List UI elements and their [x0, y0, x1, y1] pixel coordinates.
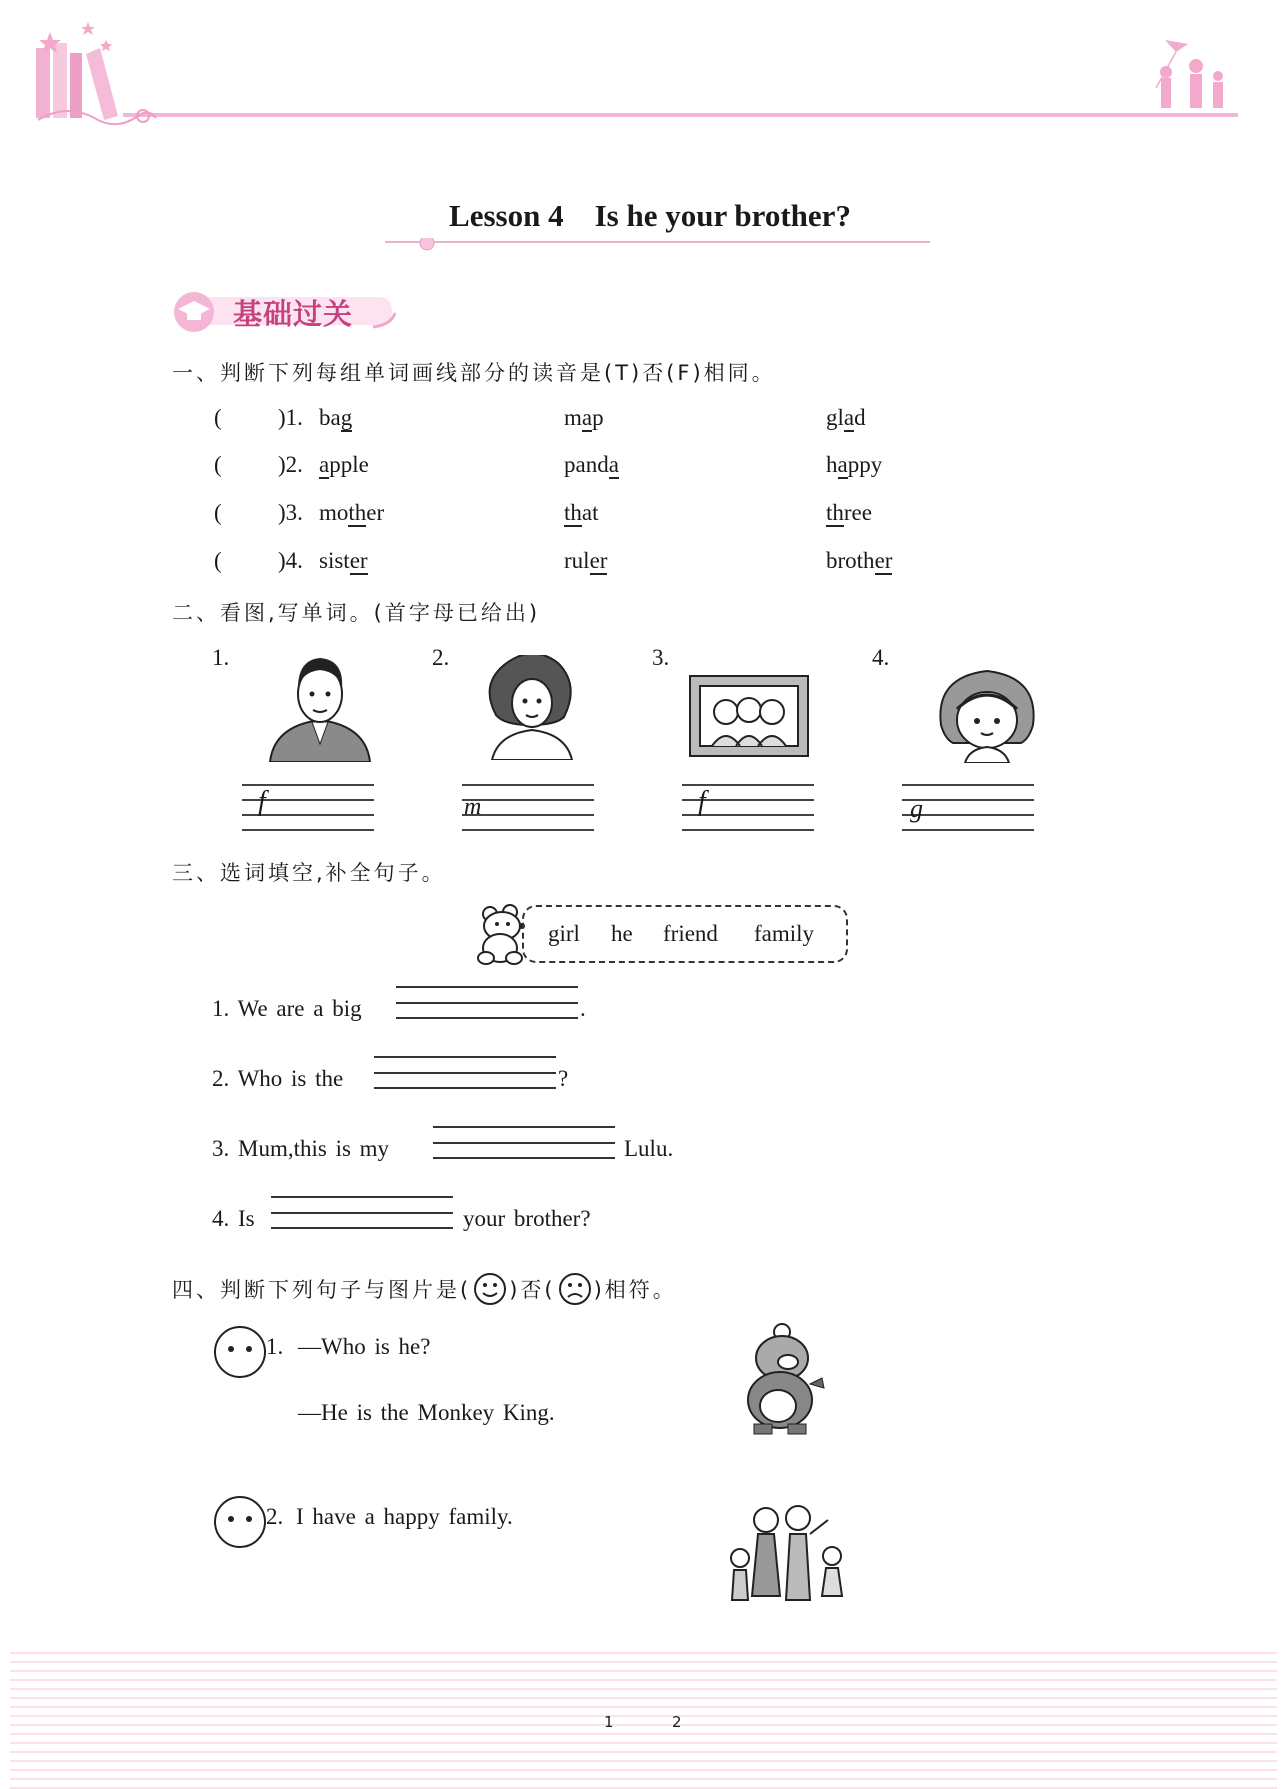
girl-picture — [935, 665, 1040, 763]
q4-title — [172, 1272, 677, 1306]
q4-title-part: )相符。 — [593, 1278, 677, 1302]
answer-face-circle[interactable] — [214, 1496, 266, 1548]
word: happy — [826, 452, 883, 477]
fill-blank[interactable] — [271, 1196, 453, 1238]
q4-title-part: 四、判断下列句子与图片是( — [172, 1278, 472, 1302]
q1-title: 一、判断下列每组单词画线部分的读音是(T)否(F)相同。 — [172, 361, 776, 385]
sentence-end: Lulu. — [624, 1136, 674, 1161]
sentence-text: 2. Who is the — [212, 1066, 344, 1091]
mother-picture — [482, 655, 582, 760]
sentence-text: 1. We are a big — [212, 996, 362, 1021]
footer-stripes — [10, 1652, 1277, 1789]
item-number: )1. — [278, 405, 303, 430]
word-bank-word: girl — [548, 921, 580, 946]
father-picture — [268, 652, 373, 762]
page-number-right: 2 — [672, 1713, 682, 1731]
writing-lines[interactable] — [242, 784, 374, 832]
page-number-left: 1 — [604, 1713, 614, 1731]
sentence-text: 4. Is — [212, 1206, 255, 1231]
header-decoration — [28, 18, 1258, 128]
sentence-text: 3. Mum,this is my — [212, 1136, 390, 1161]
word: brother — [826, 548, 893, 573]
answer-paren[interactable]: ( — [214, 405, 222, 430]
family-picture — [726, 1500, 852, 1612]
fill-blank[interactable] — [396, 986, 578, 1028]
word: map — [564, 405, 604, 430]
word: glad — [826, 405, 866, 430]
dialogue-line: —He is the Monkey King. — [298, 1400, 555, 1425]
word: that — [564, 500, 599, 525]
answer-paren[interactable]: ( — [214, 500, 222, 525]
word: sister — [319, 548, 368, 573]
word-bank-word: he — [611, 921, 633, 946]
smile-face-icon — [473, 1272, 507, 1306]
fill-blank[interactable] — [433, 1126, 615, 1168]
answer-face-circle[interactable] — [214, 1326, 266, 1378]
word: apple — [319, 452, 369, 477]
section-heading: 基础过关 — [233, 297, 354, 331]
q2-number: 2. — [432, 645, 450, 670]
q4-title-part: )否( — [509, 1278, 556, 1302]
writing-lines[interactable] — [682, 784, 814, 832]
word: mother — [319, 500, 385, 525]
given-letter: g — [910, 794, 923, 823]
answer-paren[interactable]: ( — [214, 548, 222, 573]
given-letter: m — [464, 794, 482, 820]
sentence-end: ? — [558, 1066, 569, 1091]
word-bank-word: friend — [663, 921, 718, 946]
word: panda — [564, 452, 619, 477]
word: three — [826, 500, 872, 525]
word-bank-word: family — [754, 921, 815, 946]
underlined-part: g — [340, 405, 353, 430]
q2-number: 1. — [212, 645, 230, 670]
writing-lines[interactable] — [462, 784, 594, 832]
item-number: )4. — [278, 548, 303, 573]
dialogue-line: —Who is he? — [298, 1334, 431, 1359]
lesson-title: Lesson 4 Is he your brother? — [449, 198, 851, 233]
sentence-end: your brother? — [463, 1206, 591, 1231]
writing-lines[interactable] — [902, 784, 1034, 832]
q4-number: 2. — [266, 1504, 284, 1529]
title-underline — [385, 238, 930, 248]
word: ruler — [564, 548, 608, 573]
answer-paren[interactable]: ( — [214, 452, 222, 477]
q2-title: 二、看图,写单词。(首字母已给出) — [172, 601, 541, 625]
dialogue-line: I have a happy family. — [296, 1504, 513, 1529]
sad-face-icon — [558, 1272, 592, 1306]
given-letter: f — [698, 786, 706, 817]
sentence-end: . — [580, 996, 586, 1021]
item-number: )2. — [278, 452, 303, 477]
q4-number: 1. — [266, 1334, 284, 1359]
item-number: )3. — [278, 500, 303, 525]
q2-number: 3. — [652, 645, 670, 670]
given-letter: f — [258, 786, 266, 817]
family-photo-picture — [688, 674, 810, 758]
word: bag — [319, 405, 353, 430]
q3-title: 三、选词填空,补全句子。 — [172, 861, 446, 885]
q2-number: 4. — [872, 645, 890, 670]
pigsy-picture — [736, 1322, 828, 1436]
fill-blank[interactable] — [374, 1056, 556, 1098]
